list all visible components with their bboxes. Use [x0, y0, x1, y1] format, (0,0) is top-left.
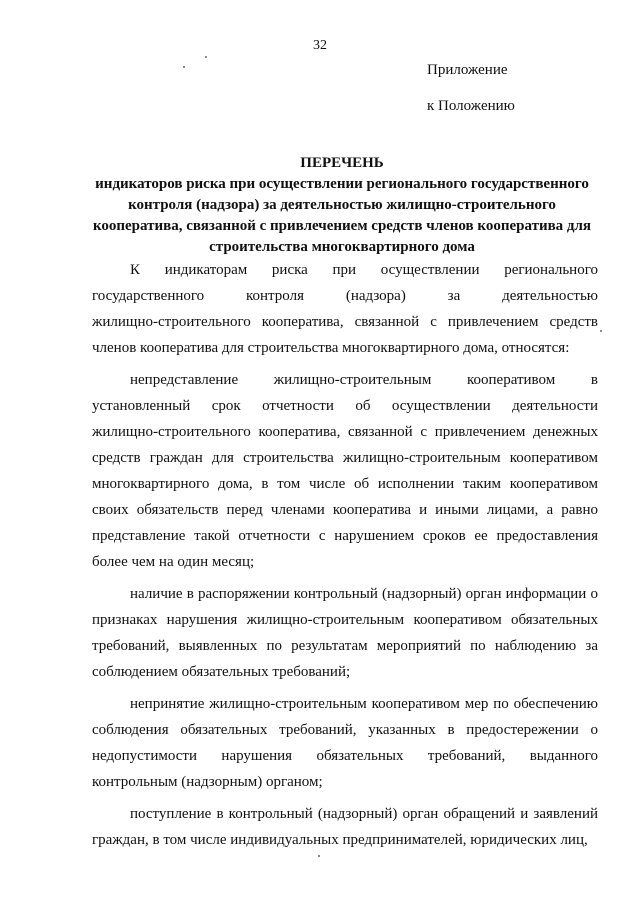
paragraph-line: контрольным (надзорным) органом; — [92, 774, 323, 790]
paragraph-line: наличие в распоряжении контрольный (надзорный) орган информации о — [130, 586, 598, 602]
appendix-label: Приложение — [427, 62, 508, 78]
paragraph-line: жилищно-строительного кооператива, связанной с привлечением денежных — [92, 424, 598, 440]
paragraph-line: недопустимости нарушения обязательных требований, выданного — [92, 748, 598, 764]
paragraph — [92, 801, 598, 853]
paragraph-line: более чем на один месяц; — [92, 554, 255, 570]
paragraph-line: непредставление жилищно-строительным кооперативом в — [130, 372, 598, 388]
paragraph-line: поступление в контрольный (надзорный) орган обращений и заявлений — [130, 806, 598, 822]
paragraph-line: признаках нарушения жилищно-строительным кооперативом обязательных — [92, 612, 598, 628]
appendix-reference: к Положению — [427, 98, 515, 114]
paragraph-line: представление такой отчетности с нарушением сроков ее предоставления — [92, 528, 598, 544]
paragraph-line: непринятие жилищно-строительным кооперативом мер по обеспечению — [130, 696, 598, 712]
paragraph — [92, 257, 598, 361]
paragraph-line: соблюдением обязательных требований; — [92, 664, 351, 680]
paragraph-line: граждан, в том числе индивидуальных предпринимателей, юридических лиц, — [92, 832, 588, 848]
page-number: 32 — [313, 38, 327, 53]
title-line: строительства многоквартирного дома — [209, 239, 475, 255]
paragraph — [92, 367, 598, 575]
title-line: кооператива, связанной с привлечением средств членов кооператива для — [92, 218, 592, 234]
scan-speck — [318, 855, 320, 857]
scan-speck — [205, 56, 207, 58]
document-title — [86, 153, 598, 258]
paragraph-line: жилищно-строительного кооператива, связанной с привлечением средств — [92, 314, 598, 330]
paragraph — [92, 691, 598, 795]
scan-speck — [600, 330, 602, 332]
paragraph-line: соблюдения обязательных требований, указанных в предостережении о — [92, 722, 598, 738]
paragraph-line: членов кооператива для строительства многоквартирного дома, относятся: — [92, 340, 570, 356]
paragraph-line: своих обязательств перед членами кооператива и иными лицами, а равно — [92, 502, 598, 518]
paragraph-line: государственного контроля (надзора) за деятельностью — [92, 288, 598, 304]
title-line: контроля (надзора) за деятельностью жилищно-строительного — [128, 197, 556, 213]
scan-speck — [183, 66, 185, 68]
title-heading: ПЕРЕЧЕНЬ — [300, 155, 384, 171]
paragraph-line: требований, выявленных по результатам мероприятий по наблюдению за — [92, 638, 598, 654]
paragraph — [92, 581, 598, 685]
paragraph-line: установленный срок отчетности об осуществлении деятельности — [92, 398, 598, 414]
paragraph-line: многоквартирного дома, в том числе об исполнении таким кооперативом — [92, 476, 598, 492]
paragraph-line: средств граждан для строительства жилищно-строительным кооперативом — [92, 450, 598, 466]
title-line: индикаторов риска при осуществлении регионального государственного — [95, 176, 589, 192]
document-body — [92, 257, 598, 859]
paragraph-line: К индикаторам риска при осуществлении регионального — [130, 262, 598, 278]
